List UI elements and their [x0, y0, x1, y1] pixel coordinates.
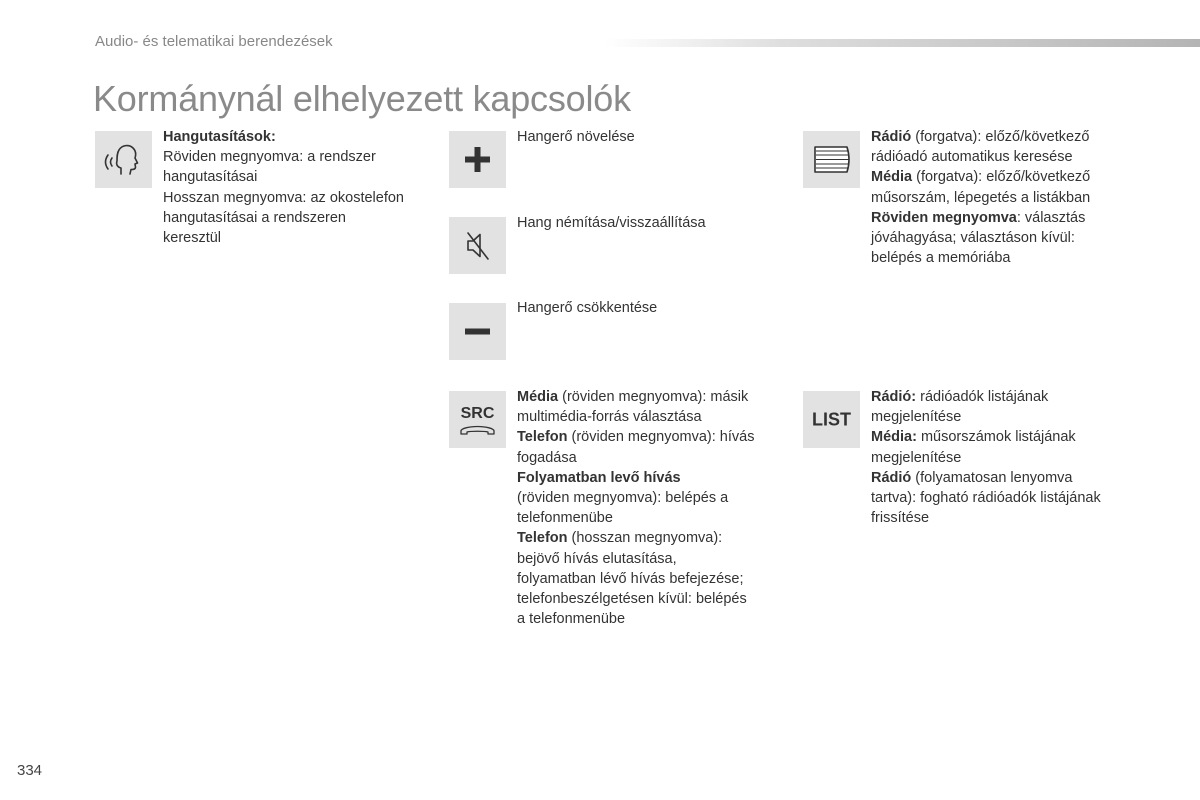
src-phone-icon	[449, 391, 506, 448]
minus-icon	[449, 303, 506, 360]
section-label: Audio- és telematikai berendezések	[95, 33, 333, 50]
voice-command-description: Hangutasítások: Röviden megnyomva: a rendszer hangutasításai Hosszan megnyomva: az okostelefon hangutasításai a rendszeren keresztül	[163, 129, 404, 247]
page-number: 334	[17, 762, 43, 779]
list-description: Rádió: rádióadók listájának megjelenítése Média: műsorszámok listájának megjelenítése Rádió (folyamatosan lenyomva tartva): fogható rádióadók listájának frissítése	[871, 389, 1101, 527]
list-icon	[803, 391, 860, 448]
volume-down-description: Hangerő csökkentése	[517, 300, 658, 316]
page-title: Kormánynál elhelyezett kapcsolók	[93, 78, 631, 119]
plus-icon	[449, 131, 506, 188]
thumbwheel-description: Rádió (forgatva): előző/következő rádióadó automatikus keresése Média (forgatva): előző/következő műsorszám, lépegetés a listákban Röviden megnyomva: választás jóváhagyása; választáson kívül: belépés a memóriába	[871, 129, 1091, 267]
thumbwheel-icon	[803, 131, 860, 188]
header-gradient-bar	[605, 39, 1200, 47]
list-label: LIST	[812, 409, 851, 430]
voice-command-icon	[95, 131, 152, 188]
src-label: SRC	[460, 405, 495, 422]
mute-description: Hang némítása/visszaállítása	[517, 215, 706, 231]
mute-speaker-icon	[449, 217, 506, 274]
src-description: Média (röviden megnyomva): másik multimédia-forrás választása Telefon (röviden megnyomva): hívás fogadása Folyamatban levő hívás (röviden megnyomva): belépés a telefonmenübe Telefon (hosszan megnyomva): bejövő hívás elutasítása, folyamatban lévő hívás befejezése; telefonbeszélgetésen kívül: belépés a telefonmenübe	[517, 389, 755, 628]
volume-up-description: Hangerő növelése	[517, 129, 635, 145]
